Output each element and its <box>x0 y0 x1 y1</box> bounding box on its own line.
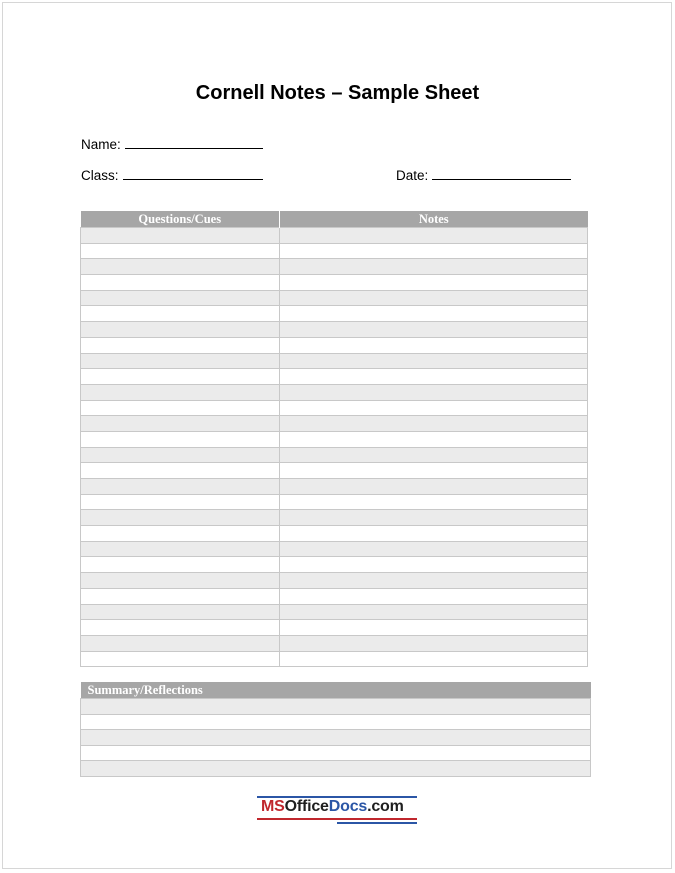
notes-row <box>81 228 588 244</box>
cue-cell[interactable] <box>81 431 280 447</box>
summary-row <box>81 714 591 730</box>
cue-cell[interactable] <box>81 384 280 400</box>
note-cell[interactable] <box>280 510 588 526</box>
notes-row <box>81 431 588 447</box>
logo-text <box>261 798 404 816</box>
logo-com: .com <box>367 798 404 815</box>
notes-row <box>81 557 588 573</box>
note-cell[interactable] <box>280 416 588 432</box>
note-cell[interactable] <box>280 306 588 322</box>
note-cell[interactable] <box>280 588 588 604</box>
notes-row <box>81 337 588 353</box>
questions-cues-header: Questions/Cues <box>81 211 280 228</box>
summary-header-row <box>81 682 591 699</box>
summary-row <box>81 745 591 761</box>
cue-cell[interactable] <box>81 557 280 573</box>
logo-office: Office <box>284 798 329 815</box>
notes-row <box>81 384 588 400</box>
notes-header: Notes <box>280 211 588 228</box>
cue-cell[interactable] <box>81 400 280 416</box>
cue-cell[interactable] <box>81 306 280 322</box>
cue-cell[interactable] <box>81 463 280 479</box>
date-label: Date: <box>396 168 429 183</box>
note-cell[interactable] <box>280 557 588 573</box>
cue-cell[interactable] <box>81 275 280 291</box>
note-cell[interactable] <box>280 400 588 416</box>
logo-red-bar <box>257 818 417 820</box>
logo-docs: Docs <box>328 798 368 815</box>
cue-cell[interactable] <box>81 588 280 604</box>
notes-row <box>81 510 588 526</box>
notes-row <box>81 588 588 604</box>
notes-row <box>81 620 588 636</box>
class-blank-line[interactable] <box>123 166 263 180</box>
notes-row <box>81 526 588 542</box>
summary-body <box>81 699 591 777</box>
notes-row <box>81 353 588 369</box>
summary-cell[interactable] <box>81 730 591 746</box>
msofficedocs-logo[interactable] <box>257 794 417 824</box>
note-cell[interactable] <box>280 635 588 651</box>
cue-cell[interactable] <box>81 541 280 557</box>
summary-cell[interactable] <box>81 745 591 761</box>
summary-row <box>81 730 591 746</box>
name-label: Name: <box>81 137 121 152</box>
notes-row <box>81 306 588 322</box>
note-cell[interactable] <box>280 447 588 463</box>
note-cell[interactable] <box>280 541 588 557</box>
cue-cell[interactable] <box>81 479 280 495</box>
note-cell[interactable] <box>280 384 588 400</box>
logo-blue-bar <box>337 822 417 824</box>
notes-row <box>81 369 588 385</box>
class-label: Class: <box>81 168 119 183</box>
notes-row <box>81 275 588 291</box>
cue-cell[interactable] <box>81 337 280 353</box>
page-title: Cornell Notes – Sample Sheet <box>195 82 480 104</box>
summary-reflections-header: Summary/Reflections <box>81 682 591 699</box>
note-cell[interactable] <box>280 463 588 479</box>
notes-row <box>81 290 588 306</box>
notes-row <box>81 463 588 479</box>
cue-cell[interactable] <box>81 651 280 667</box>
notes-row <box>81 479 588 495</box>
cue-cell[interactable] <box>81 259 280 275</box>
summary-table <box>80 682 591 777</box>
note-cell[interactable] <box>280 526 588 542</box>
note-cell[interactable] <box>280 275 588 291</box>
note-cell[interactable] <box>280 479 588 495</box>
cue-cell[interactable] <box>81 322 280 338</box>
notes-row <box>81 494 588 510</box>
cue-cell[interactable] <box>81 620 280 636</box>
note-cell[interactable] <box>280 651 588 667</box>
cue-cell[interactable] <box>81 416 280 432</box>
notes-row <box>81 635 588 651</box>
note-cell[interactable] <box>280 243 588 259</box>
notes-row <box>81 416 588 432</box>
note-cell[interactable] <box>280 431 588 447</box>
notes-body <box>81 228 588 667</box>
note-cell[interactable] <box>280 620 588 636</box>
cue-cell[interactable] <box>81 290 280 306</box>
note-cell[interactable] <box>280 369 588 385</box>
notes-row <box>81 604 588 620</box>
note-cell[interactable] <box>280 604 588 620</box>
note-cell[interactable] <box>280 322 588 338</box>
notes-row <box>81 541 588 557</box>
date-field <box>396 166 571 183</box>
note-cell[interactable] <box>280 573 588 589</box>
summary-row <box>81 699 591 715</box>
note-cell[interactable] <box>280 353 588 369</box>
notes-row <box>81 573 588 589</box>
summary-cell[interactable] <box>81 699 591 715</box>
class-field <box>81 166 263 183</box>
cue-cell[interactable] <box>81 494 280 510</box>
notes-row <box>81 447 588 463</box>
cue-cell[interactable] <box>81 369 280 385</box>
cue-cell[interactable] <box>81 604 280 620</box>
name-blank-line[interactable] <box>125 135 263 149</box>
summary-row <box>81 761 591 777</box>
note-cell[interactable] <box>280 228 588 244</box>
cue-cell[interactable] <box>81 243 280 259</box>
cue-cell[interactable] <box>81 573 280 589</box>
name-field <box>81 135 263 152</box>
note-cell[interactable] <box>280 290 588 306</box>
cornell-notes-table <box>80 211 588 667</box>
cue-cell[interactable] <box>81 510 280 526</box>
note-cell[interactable] <box>280 337 588 353</box>
cue-cell[interactable] <box>81 228 280 244</box>
notes-header-row <box>81 211 588 228</box>
date-blank-line[interactable] <box>432 166 571 180</box>
notes-row <box>81 243 588 259</box>
cue-cell[interactable] <box>81 353 280 369</box>
note-cell[interactable] <box>280 494 588 510</box>
note-cell[interactable] <box>280 259 588 275</box>
notes-row <box>81 400 588 416</box>
summary-cell[interactable] <box>81 761 591 777</box>
cue-cell[interactable] <box>81 447 280 463</box>
logo-ms: MS <box>261 798 285 815</box>
notes-row <box>81 322 588 338</box>
summary-cell[interactable] <box>81 714 591 730</box>
cue-cell[interactable] <box>81 526 280 542</box>
notes-row <box>81 651 588 667</box>
notes-row <box>81 259 588 275</box>
cue-cell[interactable] <box>81 635 280 651</box>
